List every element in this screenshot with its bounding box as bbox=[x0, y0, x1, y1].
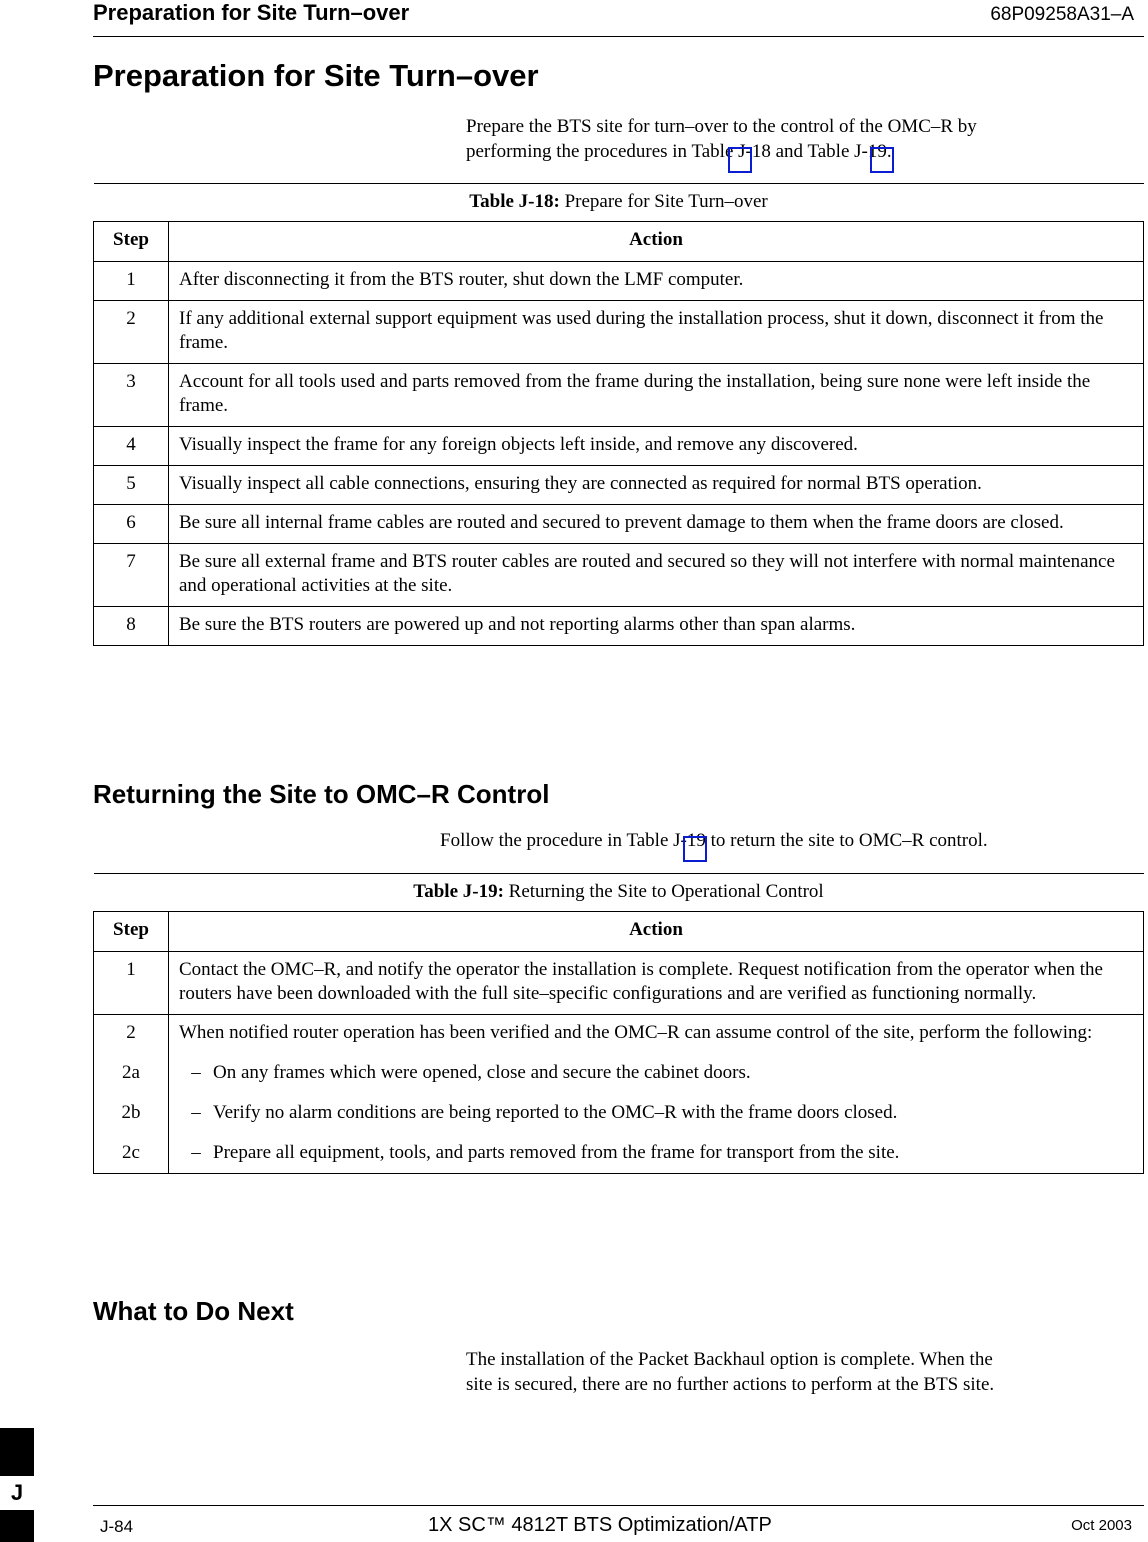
link-table-j18[interactable] bbox=[728, 147, 752, 173]
section2-intro: Follow the procedure in Table J-19 to return the site to OMC–R control. bbox=[440, 830, 988, 851]
page-number: J-84 bbox=[100, 1517, 134, 1536]
table-row bbox=[94, 427, 1144, 466]
step-action: Visually inspect all cable connections, ensuring they are connected as required for normal BTS operation. bbox=[169, 466, 1144, 505]
dash-bullet: – bbox=[191, 1142, 201, 1163]
table-row bbox=[94, 262, 1144, 301]
table-row bbox=[94, 466, 1144, 505]
table-j19-caption-label: Table J-19: bbox=[413, 881, 504, 902]
section3-intro-line2: site is secured, there are no further actions to perform at the BTS site. bbox=[466, 1374, 995, 1395]
table-row bbox=[94, 544, 1144, 607]
running-header-title: Preparation for Site Turn–over bbox=[93, 0, 410, 25]
chapter-tab-letter: J bbox=[0, 1476, 34, 1510]
table-row bbox=[94, 607, 1144, 646]
substep-action bbox=[169, 1053, 1144, 1093]
step-number: 2 bbox=[94, 1015, 169, 1054]
step-number: 1 bbox=[94, 262, 169, 301]
document-number: 68P09258A31–A bbox=[990, 4, 1134, 25]
step-number: 6 bbox=[94, 505, 169, 544]
step-number: 8 bbox=[94, 607, 169, 646]
section1-intro-line1: Prepare the BTS site for turn–over to the control of the OMC–R by bbox=[466, 116, 977, 137]
table-j18-caption-label: Table J-18: bbox=[469, 191, 560, 212]
table-j19-action-header: Action bbox=[169, 912, 1144, 952]
table-j19-step-header: Step bbox=[94, 912, 169, 952]
table-j18-step-header: Step bbox=[94, 222, 169, 262]
step-action: Contact the OMC–R, and notify the operator the installation is complete. Request notification from the operator when the routers have been downloaded with the full site–specific configurations and are verified as functioning normally. bbox=[169, 952, 1144, 1015]
step-action: Visually inspect the frame for any foreign objects left inside, and remove any discovered. bbox=[169, 427, 1144, 466]
substep-text: On any frames which were opened, close and secure the cabinet doors. bbox=[213, 1062, 751, 1083]
table-j18-action-header: Action bbox=[169, 222, 1144, 262]
step-action: When notified router operation has been verified and the OMC–R can assume control of the site, perform the following: bbox=[169, 1015, 1144, 1054]
table-row bbox=[94, 301, 1144, 364]
table-row bbox=[94, 1053, 1144, 1093]
dash-bullet: – bbox=[191, 1062, 201, 1083]
substep-text: Verify no alarm conditions are being reported to the OMC–R with the frame doors closed. bbox=[213, 1102, 898, 1123]
table-j19-caption-text: Returning the Site to Operational Control bbox=[503, 881, 824, 902]
step-action: Be sure the BTS routers are powered up and not reporting alarms other than span alarms. bbox=[169, 607, 1144, 646]
dash-bullet: – bbox=[191, 1102, 201, 1123]
step-action: After disconnecting it from the BTS router, shut down the LMF computer. bbox=[169, 262, 1144, 301]
step-number: 4 bbox=[94, 427, 169, 466]
substep-action bbox=[169, 1093, 1144, 1133]
table-j18-caption bbox=[94, 184, 1144, 222]
substep-text: Prepare all equipment, tools, and parts removed from the frame for transport from the site. bbox=[213, 1142, 900, 1163]
product-title: 1X SC™ 4812T BTS Optimization/ATP bbox=[428, 1514, 772, 1536]
link-table-j19[interactable] bbox=[683, 836, 707, 862]
table-row bbox=[94, 505, 1144, 544]
step-number: 3 bbox=[94, 364, 169, 427]
link-table-j19[interactable] bbox=[870, 147, 894, 173]
section-title-omc-control: Returning the Site to OMC–R Control bbox=[93, 779, 550, 809]
section3-intro-line1: The installation of the Packet Backhaul option is complete. When the bbox=[466, 1349, 993, 1370]
table-j19 bbox=[93, 873, 1144, 1174]
table-row bbox=[94, 952, 1144, 1015]
step-action: If any additional external support equipment was used during the installation process, shut it down, disconnect it from the frame. bbox=[169, 301, 1144, 364]
step-number: 7 bbox=[94, 544, 169, 607]
step-number: 2c bbox=[94, 1133, 169, 1174]
publication-date: Oct 2003 bbox=[1071, 1517, 1132, 1534]
step-action: Be sure all internal frame cables are routed and secured to prevent damage to them when the frame doors are closed. bbox=[169, 505, 1144, 544]
table-j19-caption bbox=[94, 874, 1144, 912]
header-rule bbox=[93, 36, 1144, 37]
table-j18-caption-text: Prepare for Site Turn–over bbox=[559, 191, 768, 212]
footer-rule bbox=[93, 1505, 1144, 1506]
step-number: 2a bbox=[94, 1053, 169, 1093]
section-title-site-turnover: Preparation for Site Turn–over bbox=[93, 58, 539, 93]
step-action: Be sure all external frame and BTS router cables are routed and secured so they will not interfere with normal maintenance and operational activities at the site. bbox=[169, 544, 1144, 607]
step-number: 2b bbox=[94, 1093, 169, 1133]
table-row bbox=[94, 1133, 1144, 1174]
table-row bbox=[94, 1015, 1144, 1054]
substep-action bbox=[169, 1133, 1144, 1174]
section1-intro-line2: performing the procedures in Table J-18 and Table J-19. bbox=[466, 141, 892, 162]
table-row bbox=[94, 364, 1144, 427]
step-number: 1 bbox=[94, 952, 169, 1015]
step-number: 5 bbox=[94, 466, 169, 505]
step-number: 2 bbox=[94, 301, 169, 364]
table-j18 bbox=[93, 183, 1144, 646]
table-row bbox=[94, 1093, 1144, 1133]
section-title-what-next: What to Do Next bbox=[93, 1296, 294, 1326]
section1-intro bbox=[466, 114, 1136, 164]
section3-intro bbox=[466, 1347, 1136, 1397]
step-action: Account for all tools used and parts removed from the frame during the installation, being sure none were left inside the frame. bbox=[169, 364, 1144, 427]
